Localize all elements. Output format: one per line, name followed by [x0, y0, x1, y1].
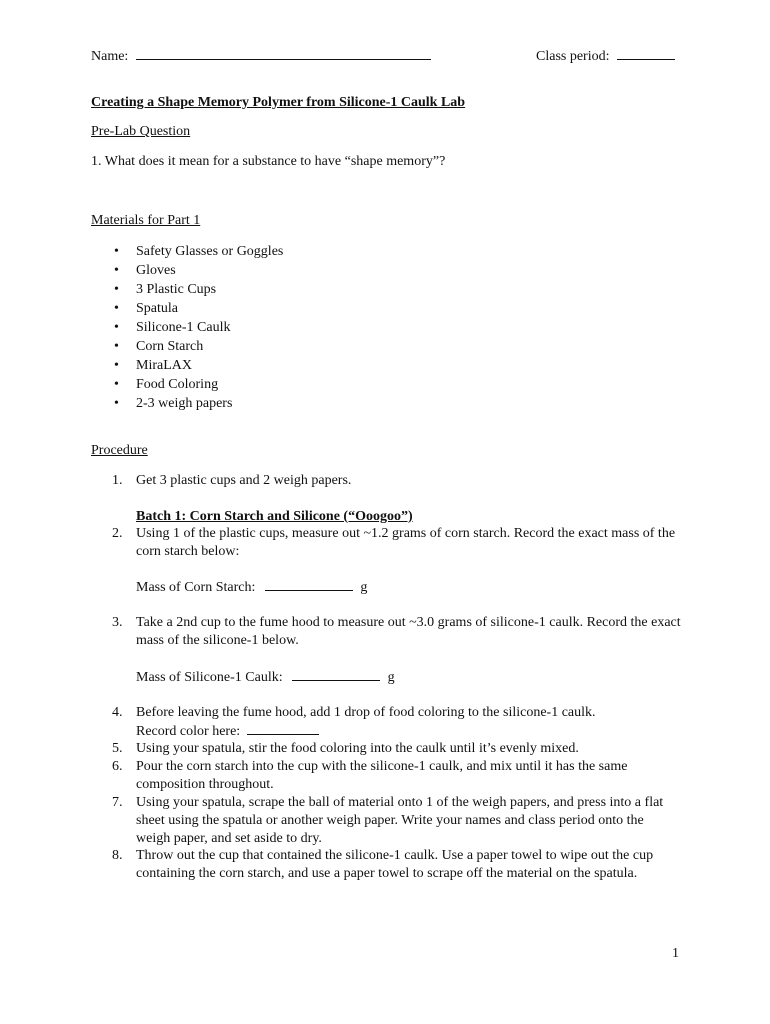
step-text: Take a 2nd cup to the fume hood to measure out ~3.0 grams of silicone-1 caulk. Record the exact mass of the silicone-1 below. [136, 615, 681, 648]
prelab-heading: Pre-Lab Question [91, 124, 191, 139]
list-item: • Food Coloring [114, 375, 283, 394]
step-text [136, 704, 681, 741]
mass-silicone-field [136, 668, 395, 687]
mass-corn-starch-field [136, 578, 367, 597]
procedure-heading: Procedure [91, 443, 148, 458]
list-item: • MiraLAX [114, 356, 283, 375]
step-text: Using your spatula, stir the food coloring into the caulk until it’s evenly mixed. [136, 741, 579, 756]
mass-corn-starch-blank[interactable] [265, 578, 353, 591]
record-color-label: Record color here: [136, 724, 241, 739]
class-period-label: Class period: [536, 49, 610, 64]
list-item: • 2-3 weigh papers [114, 394, 283, 413]
mass-silicone-blank[interactable] [292, 668, 380, 681]
step-text: Using 1 of the plastic cups, measure out ~1.2 grams of corn starch. Record the exact mass of the corn starch below: [136, 526, 676, 559]
step-number: 8. [112, 848, 123, 863]
step-text: Pour the corn starch into the cup with the silicone-1 caulk, and mix until it has the same composition throughout. [136, 759, 628, 792]
name-label: Name: [91, 49, 129, 64]
mass-corn-starch-label: Mass of Corn Starch: [136, 580, 256, 595]
record-color-blank[interactable] [247, 722, 319, 735]
page-number: 1 [672, 946, 679, 961]
step-number: 6. [112, 759, 123, 774]
unit-label: g [387, 670, 395, 685]
mass-silicone-label: Mass of Silicone-1 Caulk: [136, 670, 283, 685]
step-text-line: Before leaving the fume hood, add 1 drop of food coloring to the silicone-1 caulk. [136, 705, 596, 720]
class-period-blank[interactable] [617, 47, 675, 60]
unit-label: g [360, 580, 368, 595]
step-number: 4. [112, 705, 123, 720]
step-number: 2. [112, 526, 123, 541]
name-blank[interactable] [136, 47, 431, 60]
list-item: • 3 Plastic Cups [114, 280, 283, 299]
name-field [91, 47, 431, 66]
list-item: • Silicone-1 Caulk [114, 318, 283, 337]
step-number: 1. [112, 473, 123, 488]
step-number: 3. [112, 615, 123, 630]
class-period-field [536, 47, 675, 66]
step-text: Get 3 plastic cups and 2 weigh papers. [136, 473, 352, 488]
step-number: 7. [112, 795, 123, 810]
prelab-question: 1. What does it mean for a substance to have “shape memory”? [91, 154, 446, 169]
list-item: • Spatula [114, 299, 283, 318]
batch1-heading: Batch 1: Corn Starch and Silicone (“Ooogoo”) [136, 509, 413, 524]
materials-list [114, 242, 283, 413]
document-title: Creating a Shape Memory Polymer from Silicone-1 Caulk Lab [91, 95, 466, 110]
materials-heading: Materials for Part 1 [91, 213, 201, 228]
step-text: Throw out the cup that contained the silicone-1 caulk. Use a paper towel to wipe out the cup containing the corn starch, and use a paper towel to scrape off the material on the spatula. [136, 848, 654, 881]
list-item: • Safety Glasses or Goggles [114, 242, 283, 261]
step-text: Using your spatula, scrape the ball of material onto 1 of the weigh papers, and press into a flat sheet using the spatula or another weigh paper. Write your names and class period onto the weigh paper, and set aside to dry. [136, 795, 664, 846]
list-item: • Corn Starch [114, 337, 283, 356]
list-item: • Gloves [114, 261, 283, 280]
step-number: 5. [112, 741, 123, 756]
